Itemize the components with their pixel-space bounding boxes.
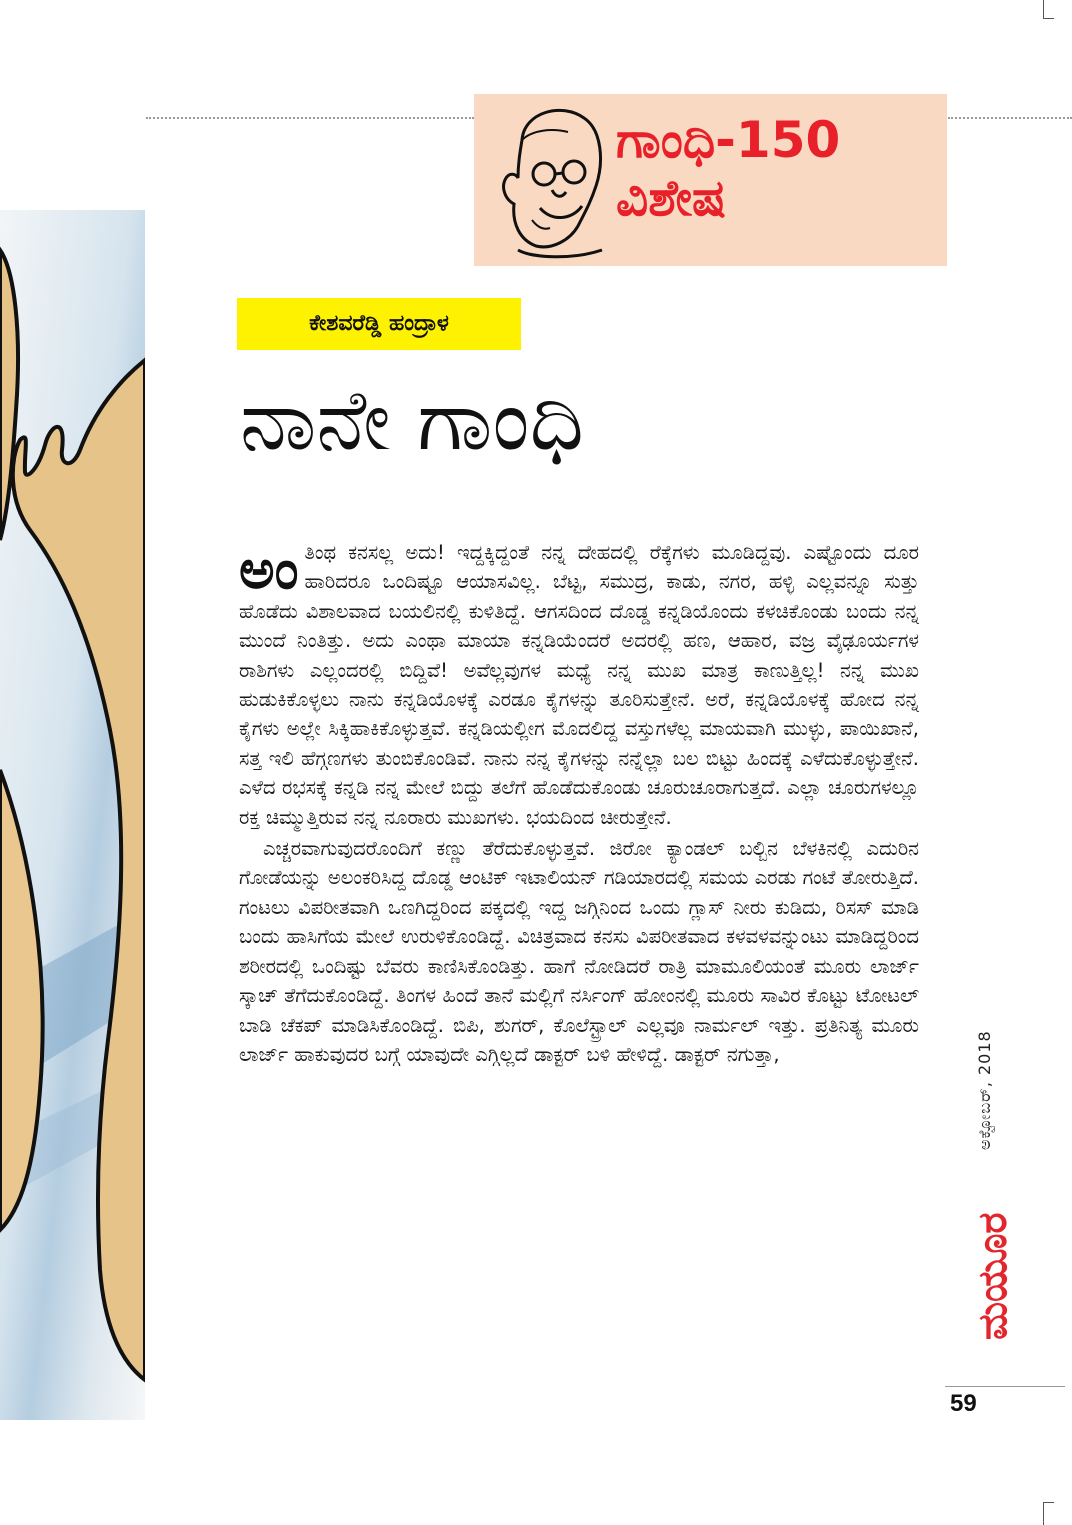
paragraph-1 (239, 538, 919, 832)
author-tag (237, 298, 521, 350)
banner-title: ಗಾಂಧಿ-150 ವಿಶೇಷ (616, 111, 841, 227)
gandhi-portrait-icon (492, 100, 618, 262)
article-body (239, 538, 919, 1069)
author-name: ಕೇಶವರೆಡ್ಡಿ ಹಂದ್ರಾಳ (309, 311, 449, 336)
dotted-rule-left (146, 117, 474, 119)
magazine-brand-block (948, 1180, 1016, 1390)
article-illustration (0, 210, 145, 1420)
magazine-brand: ಮಯೂರ (970, 1212, 1016, 1340)
crop-mark-bottom-right (1043, 1502, 1054, 1525)
crop-mark-top-right (1043, 0, 1054, 19)
gandhi-150-banner (474, 94, 947, 266)
illustration-art (0, 210, 145, 1420)
page-number: 59 (950, 1390, 977, 1417)
article-title: ನಾನೇ ಗಾಂಧಿ (240, 371, 584, 469)
drop-cap: ಅಂ (239, 538, 299, 601)
dotted-rule-right (948, 117, 1072, 119)
issue-date: ಅಕ್ಟೋಬರ್, 2018 (975, 1030, 994, 1150)
paragraph-1-text: ತಿಂಥ ಕನಸಲ್ಲ ಅದು! ಇದ್ದಕ್ಕಿದ್ದಂತೆ ನನ್ನ ದೇಹದಲ್ಲಿ ರೆಕ್ಕೆಗಳು ಮೂಡಿದ್ದವು. ಎಷ್ಟೊಂದು ದೂರ ಹಾರಿದರೂ ಒಂದಿಷ್ಟೂ ಆಯಾಸವಿಲ್ಲ. ಬೆಟ್ಟ, ಸಮುದ್ರ, ಕಾಡು, ನಗರ, ಹಳ್ಳಿ ಎಲ್ಲವನ್ನೂ ಸುತ್ತು ಹೊಡೆದು ವಿಶಾಲವಾದ ಬಯಲಿನಲ್ಲಿ ಕುಳಿತಿದ್ದೆ. ಆಗಸದಿಂದ ದೊಡ್ಡ ಕನ್ನಡಿಯೊಂದು ಕಳಚಿಕೊಂಡು ಬಂದು ನನ್ನ ಮುಂದೆ ನಿಂತಿತ್ತು. ಅದು ಎಂಥಾ ಮಾಯಾ ಕನ್ನಡಿಯೆಂದರೆ ಅದರಲ್ಲಿ ಹಣ, ಆಹಾರ, ವಜ್ರ ವೈಢೂರ್ಯಗಳ ರಾಶಿಗಳು ಎಲ್ಲಂದರಲ್ಲಿ ಬಿದ್ದಿವೆ! ಅವೆಲ್ಲವುಗಳ ಮಧ್ಯೆ ನನ್ನ ಮುಖ ಮಾತ್ರ ಕಾಣುತ್ತಿಲ್ಲ! ನನ್ನ ಮುಖ ಹುಡುಕಿಕೊಳ್ಳಲು ನಾನು ಕನ್ನಡಿಯೊಳಕ್ಕೆ ಎರಡೂ ಕೈಗಳನ್ನು ತೂರಿಸುತ್ತೇನೆ. ಅರೆ, ಕನ್ನಡಿಯೊಳಕ್ಕೆ ಹೋದ ನನ್ನ ಕೈಗಳು ಅಲ್ಲೇ ಸಿಕ್ಕಿಹಾಕಿಕೊಳ್ಳುತ್ತವೆ. ಕನ್ನಡಿಯಲ್ಲೀಗ ಮೊದಲಿದ್ದ ವಸ್ತುಗಳೆಲ್ಲ ಮಾಯವಾಗಿ ಮುಳ್ಳು, ಪಾಯಿಖಾನೆ, ಸತ್ತ ಇಲಿ ಹೆಗ್ಗಣಗಳು ತುಂಬಿಕೊಂಡಿವೆ. ನಾನು ನನ್ನ ಕೈಗಳನ್ನು ನನ್ನೆಲ್ಲಾ ಬಲ ಬಿಟ್ಟು ಹಿಂದಕ್ಕೆ ಎಳೆದುಕೊಳ್ಳುತ್ತೇನೆ. ಎಳೆದ ರಭಸಕ್ಕೆ ಕನ್ನಡಿ ನನ್ನ ಮೇಲೆ ಬಿದ್ದು ತಲೆಗೆ ಹೊಡೆದುಕೊಂಡು ಚೂರುಚೂರಾಗುತ್ತದೆ. ಎಲ್ಲಾ ಚೂರುಗಳಲ್ಲೂ ರಕ್ತ ಚಿಮ್ಮುತ್ತಿರುವ ನನ್ನ ನೂರಾರು ಮುಖಗಳು. ಭಯದಿಂದ ಚೀರುತ್ತೇನೆ. (239, 541, 919, 829)
page-number-rule (945, 1386, 1065, 1387)
paragraph-2: ಎಚ್ಚರವಾಗುವುದರೊಂದಿಗೆ ಕಣ್ಣು ತೆರೆದುಕೊಳ್ಳುತ್ತವೆ. ಜಿರೋ ಕ್ಯಾಂಡಲ್ ಬಲ್ಬಿನ ಬೆಳಕಿನಲ್ಲಿ ಎದುರಿನ ಗೋಡೆಯನ್ನು ಅಲಂಕರಿಸಿದ್ದ ದೊಡ್ಡ ಆಂಟಿಕ್ ಇಟಾಲಿಯನ್ ಗಡಿಯಾರದಲ್ಲಿ ಸಮಯ ಎರಡು ಗಂಟೆ ತೋರುತ್ತಿದೆ. ಗಂಟಲು ವಿಪರೀತವಾಗಿ ಒಣಗಿದ್ದರಿಂದ ಪಕ್ಕದಲ್ಲಿ ಇದ್ದ ಜಗ್ಗಿನಿಂದ ಒಂದು ಗ್ಲಾಸ್ ನೀರು ಕುಡಿದು, ರಿಸಸ್ ಮಾಡಿ ಬಂದು ಹಾಸಿಗೆಯ ಮೇಲೆ ಉರುಳಿಕೊಂಡಿದ್ದೆ. ವಿಚಿತ್ರವಾದ ಕನಸು ವಿಪರೀತವಾದ ಕಳವಳವನ್ನುಂಟು ಮಾಡಿದ್ದರಿಂದ ಶರೀರದಲ್ಲಿ ಒಂದಿಷ್ಟು ಬೆವರು ಕಾಣಿಸಿಕೊಂಡಿತ್ತು. ಹಾಗೆ ನೋಡಿದರೆ ರಾತ್ರಿ ಮಾಮೂಲಿಯಂತೆ ಮೂರು ಲಾರ್ಜ್ ಸ್ಕಾಚ್ ತೆಗೆದುಕೊಂಡಿದ್ದೆ. ತಿಂಗಳ ಹಿಂದೆ ತಾನೆ ಮಲ್ಲಿಗೆ ನರ್ಸಿಂಗ್ ಹೋಂನಲ್ಲಿ ಮೂರು ಸಾವಿರ ಕೊಟ್ಟು ಟೋಟಲ್ ಬಾಡಿ ಚೆಕಪ್ ಮಾಡಿಸಿಕೊಂಡಿದ್ದೆ. ಬಿಪಿ, ಶುಗರ್, ಕೊಲೆಸ್ಟ್ರಾಲ್ ಎಲ್ಲವೂ ನಾರ್ಮಲ್ ಇತ್ತು. ಪ್ರತಿನಿತ್ಯ ಮೂರು ಲಾರ್ಜ್ ಹಾಕುವುದರ ಬಗ್ಗೆ ಯಾವುದೇ ಎಗ್ಗಿಲ್ಲದೆ ಡಾಕ್ಟರ್ ಬಳಿ ಹೇಳಿದ್ದೆ. ಡಾಕ್ಟರ್ ನಗುತ್ತಾ, (239, 837, 919, 1066)
